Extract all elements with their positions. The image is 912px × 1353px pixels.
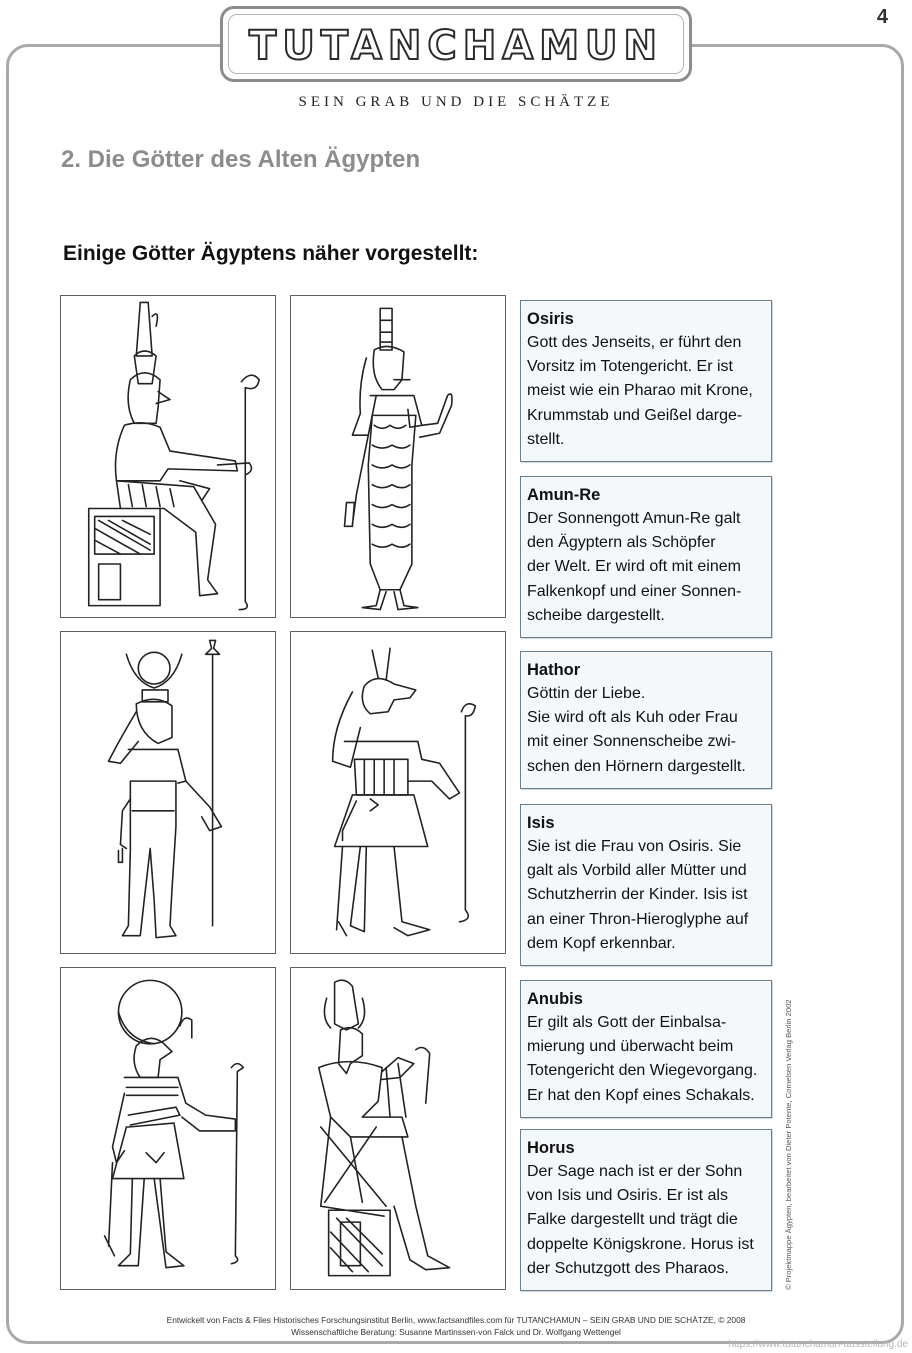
god-name: Amun-Re: [527, 486, 601, 504]
god-description: Gott des Jenseits, er führt den Vorsitz im Totengericht. Er ist meist wie ein Pharao mit Krone, Krummstab und Geißel darge- stellt.: [527, 334, 753, 448]
god-description: Sie ist die Frau von Osiris. Sie galt als Vorbild aller Mütter und Schutzherrin der Kinder. Isis ist an einer Thron-Hieroglyphe auf dem Kopf erkennbar.: [527, 838, 749, 952]
god-description: Er gilt als Gott der Einbalsa- mierung und überwacht beim Totengericht den Wiegevorgang. Er hat den Kopf eines Schakals.: [527, 1014, 758, 1104]
god-illustration-seated-horus: [60, 295, 276, 618]
watermark: https://www.tutanchamun-ausstellung.de: [728, 1339, 908, 1350]
brand-title: TUTANCHAMUN: [249, 23, 663, 69]
god-card-amun-re: [520, 651, 772, 789]
footer-credit: Entwickelt von Facts & Files Historisches Forschungsinstitut Berlin, www.factsandfiles.com für TUTANCHAMUN – SEIN GRAB UND DIE SCHÄTZE, © 2008: [166, 1315, 746, 1325]
god-name: Horus: [527, 1139, 575, 1157]
god-illustration-amun-re: [60, 967, 276, 1290]
god-card-amun-re-sun: [520, 476, 772, 638]
god-name: Isis: [527, 814, 555, 832]
lead-heading: Einige Götter Ägyptens näher vorgestellt:: [63, 242, 479, 265]
god-card-isis: [520, 804, 772, 966]
brand-subtitle: SEIN GRAB UND DIE SCHÄTZE: [298, 94, 614, 110]
god-card-anubis: [520, 980, 772, 1118]
god-illustration-isis: [290, 295, 506, 618]
page-number: 4: [876, 6, 888, 28]
god-card-osiris: [520, 300, 772, 462]
footer-advisors: Wissenschaftliche Beratung: Susanne Martinssen-von Falck und Dr. Wolfgang Wettengel: [291, 1327, 621, 1337]
copyright-note: © Projektmappe Ägypten, bearbeitet von Dieter Potente, Cornelsen Verlag Berlin 2002: [784, 999, 793, 1290]
god-description: Der Sage nach ist er der Sohn von Isis und Osiris. Er ist als Falke dargestellt und trägt die doppelte Königskrone. Horus ist der Schutzgott des Pharaos.: [527, 1163, 754, 1277]
title-banner: [220, 6, 692, 82]
god-illustration-seated-osiris: [290, 967, 506, 1290]
god-name: Osiris: [527, 310, 574, 328]
god-description: Der Sonnengott Amun-Re galt den Ägyptern als Schöpfer der Welt. Er wird oft mit einem Falkenkopf und einer Sonnen- scheibe dargestellt.: [527, 510, 742, 624]
god-illustration-hathor: [60, 631, 276, 954]
god-card-horus: [520, 1129, 772, 1291]
god-name: Anubis: [527, 990, 583, 1008]
god-illustration-anubis: [290, 631, 506, 954]
god-name: Hathor: [527, 661, 581, 679]
god-description: Göttin der Liebe. Sie wird oft als Kuh oder Frau mit einer Sonnenscheibe zwi- schen den Hörnern dargestellt.: [527, 685, 746, 775]
section-title: 2. Die Götter des Alten Ägypten: [61, 146, 421, 173]
